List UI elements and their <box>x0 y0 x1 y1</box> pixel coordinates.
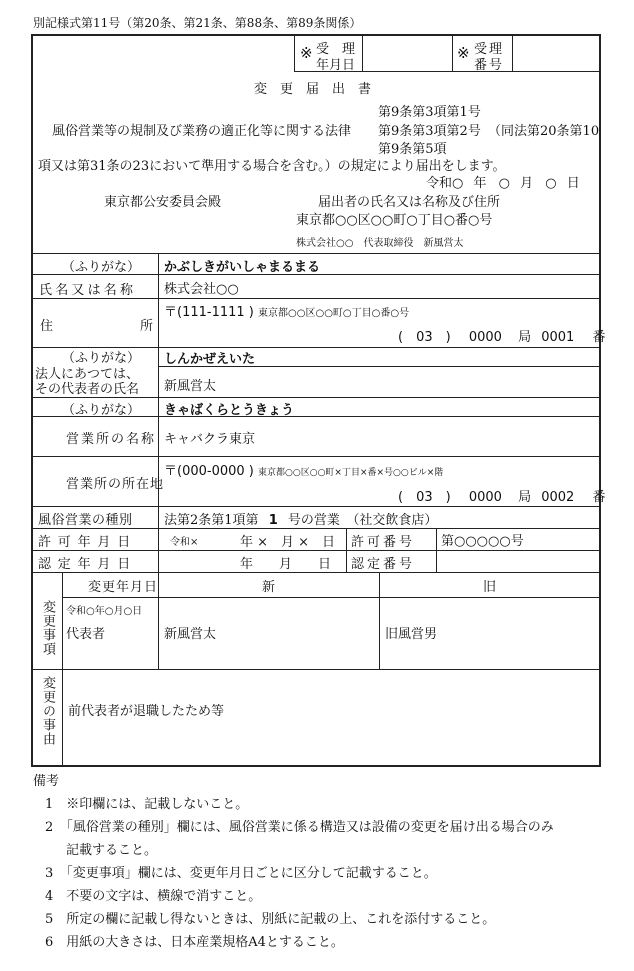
note-4: 4 不要の文字は、横線で消すこと。 <box>45 889 262 904</box>
law-prefix: 風俗営業等の規制及び業務の適正化等に関する法律 <box>52 124 352 139</box>
note-1: 1 ※印欄には、記載しないこと。 <box>45 797 249 812</box>
submission-date: 令和○ 年 ○ 月 ○ 日 <box>426 176 580 191</box>
rep-label-1: 法人にあつては、 <box>35 367 140 382</box>
address-label-2: 所 <box>140 319 154 334</box>
note-2: 2 「風俗営業の種別」欄には、風俗営業に係る構造又は設備の変更を届け出る場合のみ <box>45 820 554 835</box>
office-name[interactable]: キャバクラ東京 <box>164 432 256 447</box>
receipt-date-label: 受 理 <box>316 42 356 57</box>
note-5: 5 所定の欄に記載し得ないときは、別紙に記載の上、これを添付すること。 <box>45 912 496 927</box>
office-phone[interactable]: ( 03 ) 0000 局 0002 番 <box>398 490 606 505</box>
changes-section-label: 変更事項 <box>40 600 55 656</box>
applicant-name: 株式会社○○ 代表取締役 新風営太 <box>296 238 464 249</box>
office-name-label: 営業所の名称 <box>66 432 157 447</box>
rep-label-2: その代表者の氏名 <box>35 382 140 397</box>
change-old-value[interactable]: 旧風営男 <box>385 627 438 642</box>
receipt-mark: ※ <box>300 44 313 62</box>
cert-date-label: 認定年月日 <box>38 557 138 572</box>
change-reason[interactable]: 前代表者が退職したため等 <box>68 704 225 719</box>
note-6: 6 用紙の大きさは、日本産業規格A4とすること。 <box>45 935 344 950</box>
rep-name[interactable]: 新風営太 <box>164 379 217 394</box>
note-2-cont: 記載すること。 <box>66 843 158 858</box>
rep-furigana[interactable]: しんかぜえいた <box>164 352 256 367</box>
receipt-num-field[interactable] <box>515 36 599 70</box>
office-furigana-label: （ふりがな） <box>62 403 141 418</box>
permit-no-label: 許可番号 <box>351 535 416 550</box>
permit-date[interactable]: 年 × 月 × 日 <box>240 535 336 550</box>
address-postal-line[interactable]: 〒(111-1111 ) 東京都○○区○○町○丁目○番○号 <box>164 305 410 320</box>
receipt-date-label-2: 年月日 <box>316 58 356 73</box>
reason-label: 変更の事由 <box>40 676 55 746</box>
applicant-address: 東京都○○区○○町○丁目○番○号 <box>296 213 493 228</box>
law-line-2: 項又は第31条の23において準用する場合を含む。）の規定により届出をします。 <box>38 159 506 174</box>
receipt-num-mark: ※ <box>457 44 470 62</box>
law-option-3: 第9条第5項 <box>378 142 447 157</box>
new-header: 新 <box>262 580 276 595</box>
law-suffix: （同法第20条第10 <box>488 124 600 139</box>
receipt-date-field[interactable] <box>365 36 451 70</box>
office-postal-line[interactable]: 〒(000-0000 ) 東京都○○区○○町×丁目×番×号○○ビル×階 <box>164 464 444 479</box>
applicant-label: 届出者の氏名又は名称及び住所 <box>318 195 501 210</box>
permit-era[interactable]: 令和× <box>170 537 199 548</box>
cert-no-field[interactable] <box>441 553 596 569</box>
change-date-header: 変更年月日 <box>88 580 159 595</box>
note-3: 3 「変更事項」欄には、変更年月日ごとに区分して記載すること。 <box>45 866 437 881</box>
change-date-value[interactable]: 令和○年○月○日 <box>66 606 143 617</box>
form-title: 変 更 届 出 書 <box>254 82 372 97</box>
permit-date-label: 許可年月日 <box>38 535 138 550</box>
business-type-value[interactable]: 法第2条第1項第 1 号の営業 （社交飲食店） <box>164 513 438 528</box>
name-value[interactable]: 株式会社○○ <box>164 282 239 297</box>
notes-title: 備考 <box>33 774 60 789</box>
address-label: 住 <box>40 319 54 334</box>
address-phone[interactable]: ( 03 ) 0000 局 0001 番 <box>398 330 606 345</box>
rep-furigana-label: （ふりがな） <box>62 351 141 366</box>
law-option-2: 第9条第3項第2号 <box>378 124 481 139</box>
furigana-label: （ふりがな） <box>62 260 141 275</box>
office-addr-label: 営業所の所在地 <box>66 477 165 492</box>
name-label: 氏名又は名称 <box>39 283 137 298</box>
name-furigana[interactable]: かぶしきがいしゃまるまる <box>164 260 321 275</box>
business-type-label: 風俗営業の種別 <box>38 513 133 528</box>
law-option-1: 第9条第3項第1号 <box>378 105 481 120</box>
form-header: 別記様式第11号（第20条、第21条、第88条、第89条関係） <box>33 16 362 30</box>
cert-no-label: 認定番号 <box>351 557 416 572</box>
change-item[interactable]: 代表者 <box>66 627 106 642</box>
change-new-value[interactable]: 新風営太 <box>164 627 217 642</box>
addressee: 東京都公安委員会殿 <box>104 195 222 210</box>
old-header: 旧 <box>483 580 497 595</box>
receipt-num-label-2: 番号 <box>474 58 505 73</box>
permit-no[interactable]: 第○○○○○号 <box>441 534 524 549</box>
receipt-num-label: 受理 <box>474 42 505 57</box>
cert-date[interactable]: 年 月 日 <box>240 557 332 572</box>
office-furigana[interactable]: きゃばくらとうきょう <box>164 403 295 418</box>
